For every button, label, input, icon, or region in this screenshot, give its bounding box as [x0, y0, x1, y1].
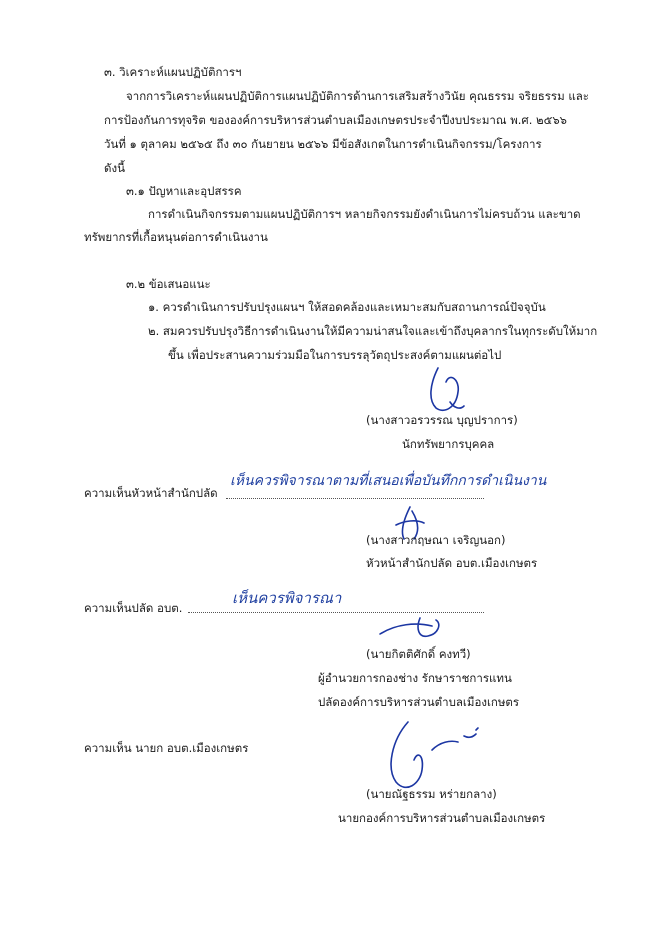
signer-1-position: นักทรัพยากรบุคคล — [402, 437, 495, 451]
section-3-1-heading: ๓.๑ ปัญหาและอุปสรรค — [126, 184, 242, 198]
signer-2-name: (นางสาวกฤษณา เจริญนอก) — [366, 533, 506, 547]
signer-3-position-line-2: ปลัดองค์การบริหารส่วนตำบลเมืองเกษตร — [318, 695, 520, 709]
head-opinion-label: ความเห็นหัวหน้าสำนักปลัด — [84, 486, 218, 500]
signer-2-position: หัวหน้าสำนักปลัด อบต.เมืองเกษตร — [366, 556, 538, 570]
section-3-2-item-2-line-1: ๒. สมควรปรับปรุงวิธีการดำเนินงานให้มีความน่าสนใจและเข้าถึงบุคลากรในทุกระดับให้มาก — [148, 324, 598, 338]
signature-1 — [420, 362, 470, 418]
signature-4 — [378, 716, 488, 796]
section-3-2-item-1: ๑. ควรดำเนินการปรับปรุงแผนฯ ให้สอดคล้องและเหมาะสมกับสถานการณ์ปัจจุบัน — [148, 300, 546, 314]
deputy-opinion-line — [188, 612, 484, 613]
signer-3-name: (นายกิตติศักดิ์ คงทวี) — [366, 647, 471, 661]
signature-3 — [376, 614, 452, 644]
section-3-paragraph-line-2: การป้องกันการทุจริต ขององค์การบริหารส่วนตำบลเมืองเกษตรประจำปีงบประมาณ พ.ศ. ๒๕๖๖ — [104, 113, 567, 127]
section-3-1-line-2: ทรัพยากรที่เกื้อหนุนต่อการดำเนินงาน — [84, 230, 268, 244]
signer-3-position-line-1: ผู้อำนวยการกองช่าง รักษาราชการแทน — [318, 671, 512, 685]
section-3-heading: ๓. วิเคราะห์แผนปฏิบัติการฯ — [104, 65, 242, 79]
section-3-2-item-2-line-2: ขึ้น เพื่อประสานความร่วมมือในการบรรลุวัตถุประสงค์ตามแผนต่อไป — [168, 348, 502, 362]
deputy-opinion-handwriting: เห็นควรพิจารณา — [232, 589, 342, 607]
section-3-2-heading: ๓.๒ ข้อเสนอแนะ — [126, 277, 211, 291]
section-3-1-line-1: การดำเนินกิจกรรมตามแผนปฏิบัติการฯ หลายกิจกรรมยังดำเนินการไม่ครบถ้วน และขาด — [148, 207, 581, 221]
mayor-opinion-label: ความเห็น นายก อบต.เมืองเกษตร — [84, 741, 249, 755]
signer-4-position: นายกองค์การบริหารส่วนตำบลเมืองเกษตร — [338, 811, 546, 825]
section-3-paragraph-line-4: ดังนี้ — [104, 161, 125, 175]
head-opinion-line — [226, 498, 484, 499]
deputy-opinion-label: ความเห็นปลัด อบต. — [84, 601, 183, 615]
head-opinion-handwriting: เห็นควรพิจารณาตามที่เสนอเพื่อบันทึกการดำเนินงาน — [230, 473, 547, 489]
signer-1-name: (นางสาวอรวรรณ บุญปราการ) — [366, 413, 518, 427]
section-3-paragraph-line-3: วันที่ ๑ ตุลาคม ๒๕๖๕ ถึง ๓๐ กันยายน ๒๕๖๖ มีข้อสังเกตในการดำเนินกิจกรรม/โครงการ — [104, 137, 542, 151]
signer-4-name: (นายณัฐธรรม หร่ายกลาง) — [366, 787, 497, 801]
section-3-paragraph-line-1: จากการวิเคราะห์แผนปฏิบัติการแผนปฏิบัติการด้านการเสริมสร้างวินัย คุณธรรม จริยธรรม และ — [126, 89, 589, 103]
